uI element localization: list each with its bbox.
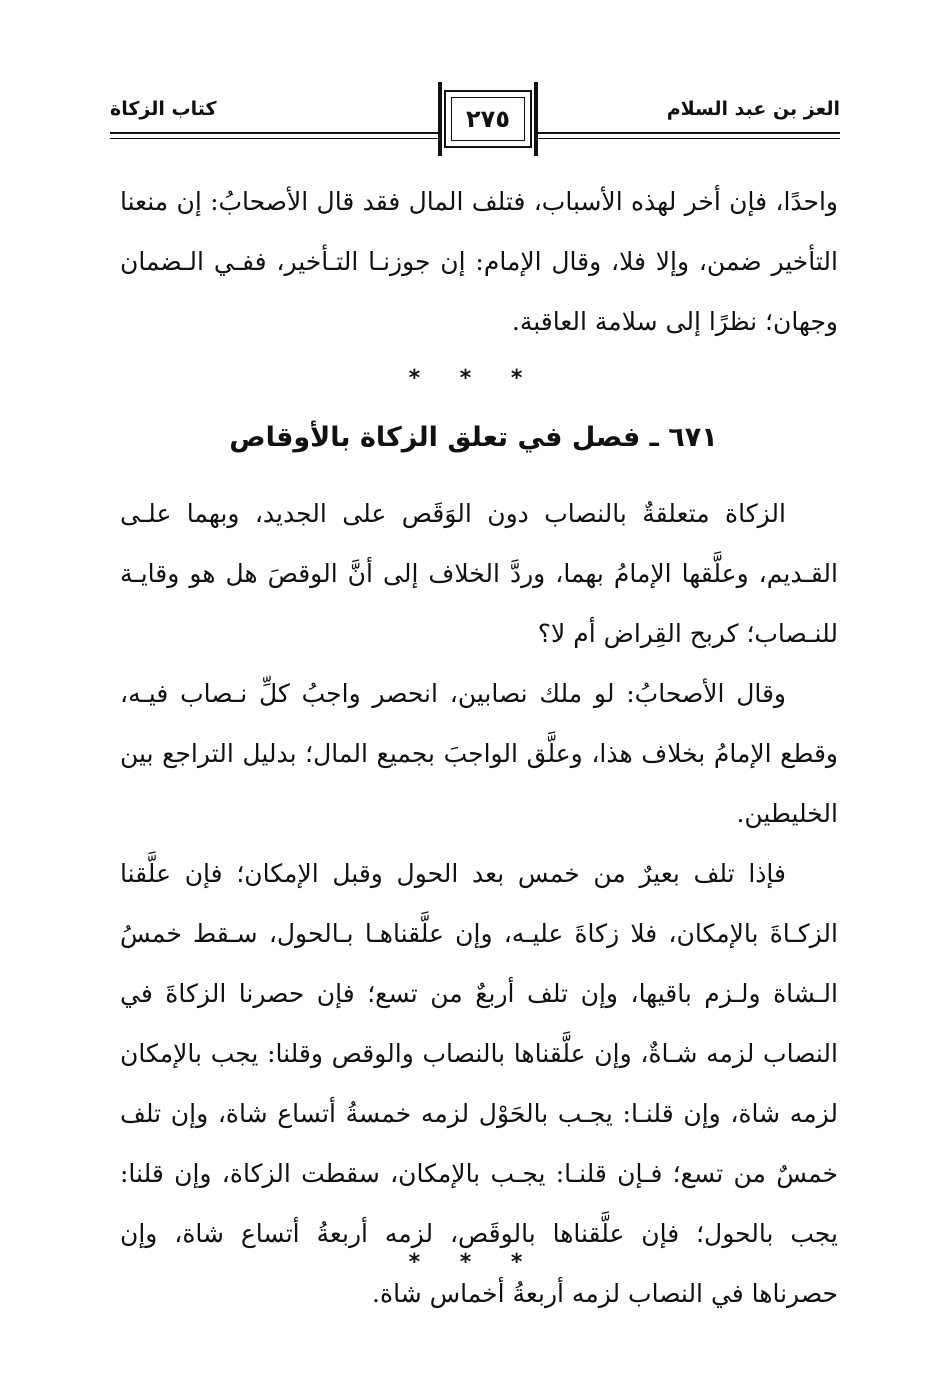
- section-heading: ٦٧١ ـ فصل في تعلق الزكاة بالأوقاص: [229, 422, 718, 453]
- header-rule-right-thin: [536, 138, 840, 139]
- page-number-frame: [444, 90, 532, 148]
- frame-bar-left: [438, 82, 442, 156]
- intro-text-block: [120, 172, 838, 352]
- header-rule-left: [110, 132, 440, 134]
- end-separator: * * *: [408, 1250, 539, 1275]
- header-author: العز بن عبد السلام: [666, 98, 840, 120]
- paragraph-2: وقال الأصحابُ: لو ملك نصابين، انحصر واجبُ كلِّ نـصاب فيـه، وقطع الإمامُ بخلاف هذا، وعلَّق الواجبَ بجميع المال؛ بدليل التراجع بين الخليطين.: [120, 679, 838, 828]
- header-rule-right: [536, 132, 840, 134]
- intro-paragraph: واحدًا، فإن أخر لهذه الأسباب، فتلف المال فقد قال الأصحابُ: إن منعنا التأخير ضمن، وإلا فلا، وقال الإمام: إن جوزنـا التـأخير، ففـي الـضمان وجهان؛ نظرًا إلى سلامة العاقبة.: [120, 187, 838, 336]
- header-rule-left-thin: [110, 138, 440, 139]
- running-header: [110, 88, 840, 158]
- page-number: ٢٧٥: [451, 97, 525, 141]
- section-separator: * * *: [408, 366, 539, 391]
- paragraph-1: الزكاة متعلقةٌ بالنصاب دون الوَقَص على الجديد، وبهما علـى القـديم، وعلَّقها الإمامُ بهما، وردَّ الخلاف إلى أنَّ الوقصَ هل هو وقايـة للنـصاب؛ كربح القِراض أم لا؟: [120, 499, 838, 648]
- paragraph-3: فإذا تلف بعيرٌ من خمس بعد الحول وقبل الإمكان؛ فإن علَّقنا الزكـاةَ بالإمكان، فلا زكاةَ عليـه، وإن علَّقناهـا بـالحول، سـقط خمسُ الـشاة ولـزم باقيها، وإن تلف أربعٌ من تسع؛ فإن حصرنا الزكاةَ في النصاب لزمه شـاةٌ، وإن علَّقناها بالنصاب والوقص وقلنا: يجب بالإمكان لزمه شاة، وإن قلنـا: يجـب بالحَوْل لزمه خمسةُ أتساع شاة، وإن تلف خمسٌ من تسع؛ فـإن قلنـا: يجـب بالإمكان، سقطت الزكاة، وإن قلنا: يجب بالحول؛ فإن علَّقناها بالوقَص، لزمه أربعةُ أتساع شاة، وإن حصرناها في النصاب لزمه أربعةُ أخماس شاة.: [120, 859, 839, 1308]
- section-text-block: [120, 484, 838, 1324]
- header-book-section: كتاب الزكاة: [110, 98, 217, 120]
- frame-bar-right: [534, 82, 538, 156]
